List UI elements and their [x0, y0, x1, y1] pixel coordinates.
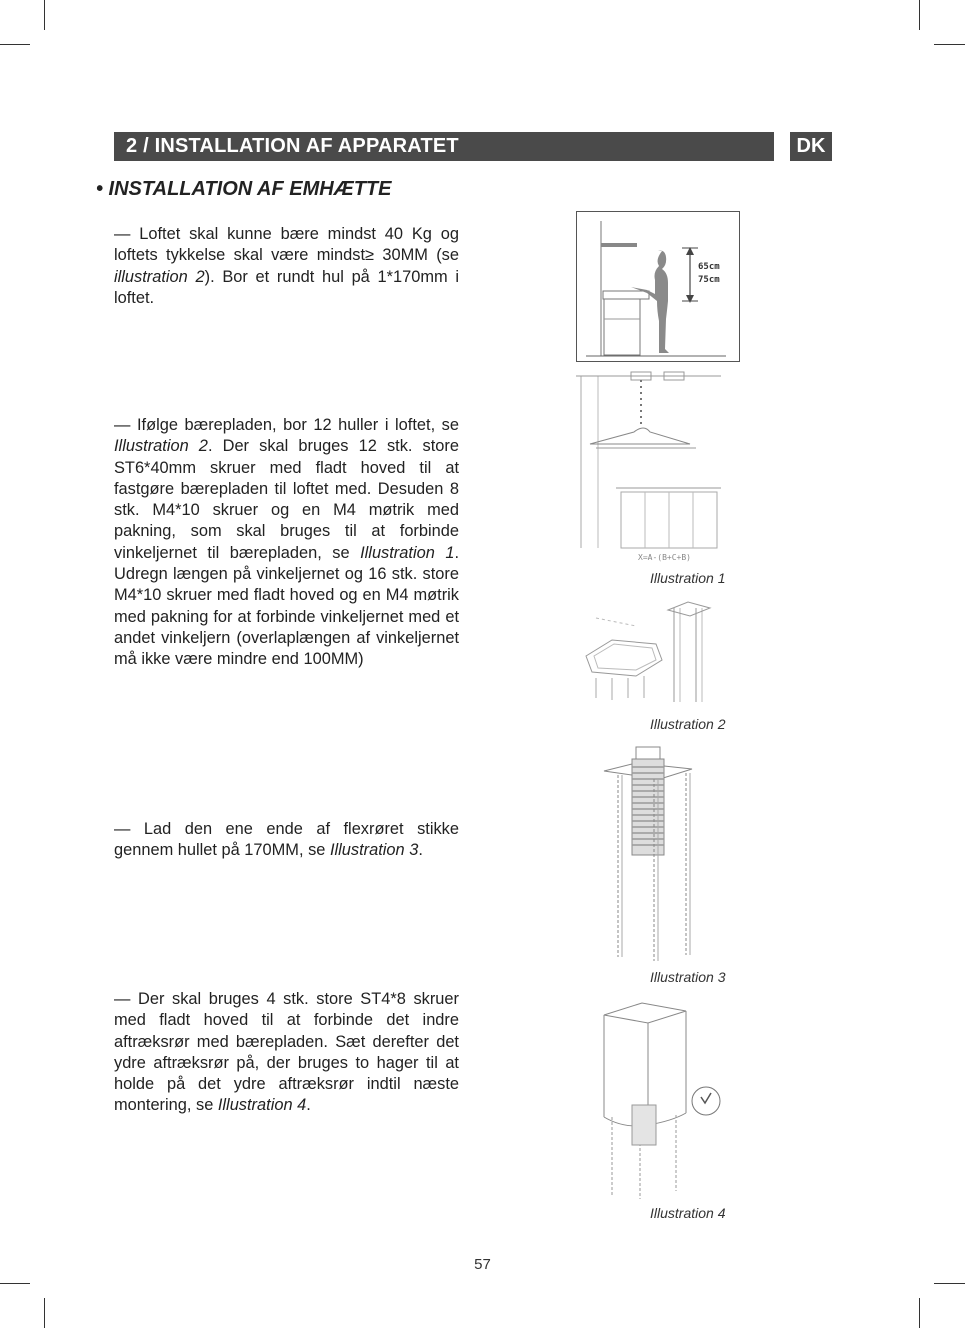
- illustration-1-drawing: [576, 370, 726, 570]
- illustration-4-drawing: [576, 997, 726, 1202]
- paragraph-3: — Lad den ene ende af flexrøret stikke gennem hullet på 170MM, se Illustration 3.: [114, 820, 459, 860]
- illustration-reference: Illustration 3: [329, 841, 419, 860]
- dimension-label: 75cm: [698, 275, 720, 285]
- crop-mark: [0, 1283, 30, 1284]
- illustration-1-caption: Illustration 1: [650, 570, 726, 586]
- crop-mark: [0, 44, 30, 45]
- crop-mark: [934, 44, 965, 45]
- illustration-3-caption: Illustration 3: [650, 969, 726, 985]
- chapter-title: 2 / INSTALLATION AF APPARATET: [126, 135, 459, 157]
- page-number: 57: [474, 1256, 491, 1273]
- crop-mark: [44, 0, 45, 30]
- illustration-4-caption: Illustration 4: [650, 1205, 726, 1221]
- language-badge: DK: [790, 132, 832, 161]
- paragraph-2: — Ifølge bærepladen, bor 12 huller i loftet, se Illustration 2. Der skal bruges 12 stk. store ST6*40mm skruer med fladt hoved til at fastgøre bærepladen til loftet med. Desuden 8 stk. M4*10 skruer og en M4 møtrik med pakning, som skal bruges til at forbinde vinkeljernet til bærepladen, se Illustration 1. Udregn længen på vinkeljernet og 16 stk. store M4*10 skruer med fladt hoved og en M4 møtrik med pakning for at forbinde vinkeljernet med et andet vinkeljern (overlaplængen af vinkeljernet må ikke være mindre end 100MM): [114, 416, 459, 669]
- height-diagram: [576, 211, 740, 362]
- illustration-reference: Illustration 1: [360, 543, 455, 562]
- crop-mark: [919, 1298, 920, 1328]
- formula-label: X=A-(B+C+B): [638, 553, 691, 562]
- illustration-3-drawing: [576, 745, 726, 965]
- paragraph-4: — Der skal bruges 4 stk. store ST4*8 skruer med fladt hoved til at forbinde det indre aftræksrør med bærepladen. Sæt derefter det ydre aftræksrør på, der bruges to hager til at holde på det ydre aftræksrør indtil næste montering, se Illustration 4.: [114, 990, 459, 1115]
- illustration-2-drawing: [576, 598, 726, 710]
- illustration-reference: Illustration 4: [217, 1096, 307, 1115]
- illustration-reference: illustration 2: [114, 267, 205, 286]
- dimension-label: 65cm: [698, 262, 720, 272]
- crop-mark: [44, 1298, 45, 1328]
- paragraph-1: — Loftet skal kunne bære mindst 40 Kg og loftets tykkelse skal være mindst≥ 30MM (se illustration 2). Bor et rundt hul på 1*170mm i loftet.: [114, 225, 459, 307]
- section-title: • INSTALLATION AF EMHÆTTE: [96, 178, 392, 200]
- illustration-2-caption: Illustration 2: [650, 716, 726, 732]
- chapter-header-bar: [114, 132, 774, 161]
- crop-mark: [919, 0, 920, 30]
- illustration-reference: Illustration 2: [114, 437, 208, 456]
- crop-mark: [934, 1283, 965, 1284]
